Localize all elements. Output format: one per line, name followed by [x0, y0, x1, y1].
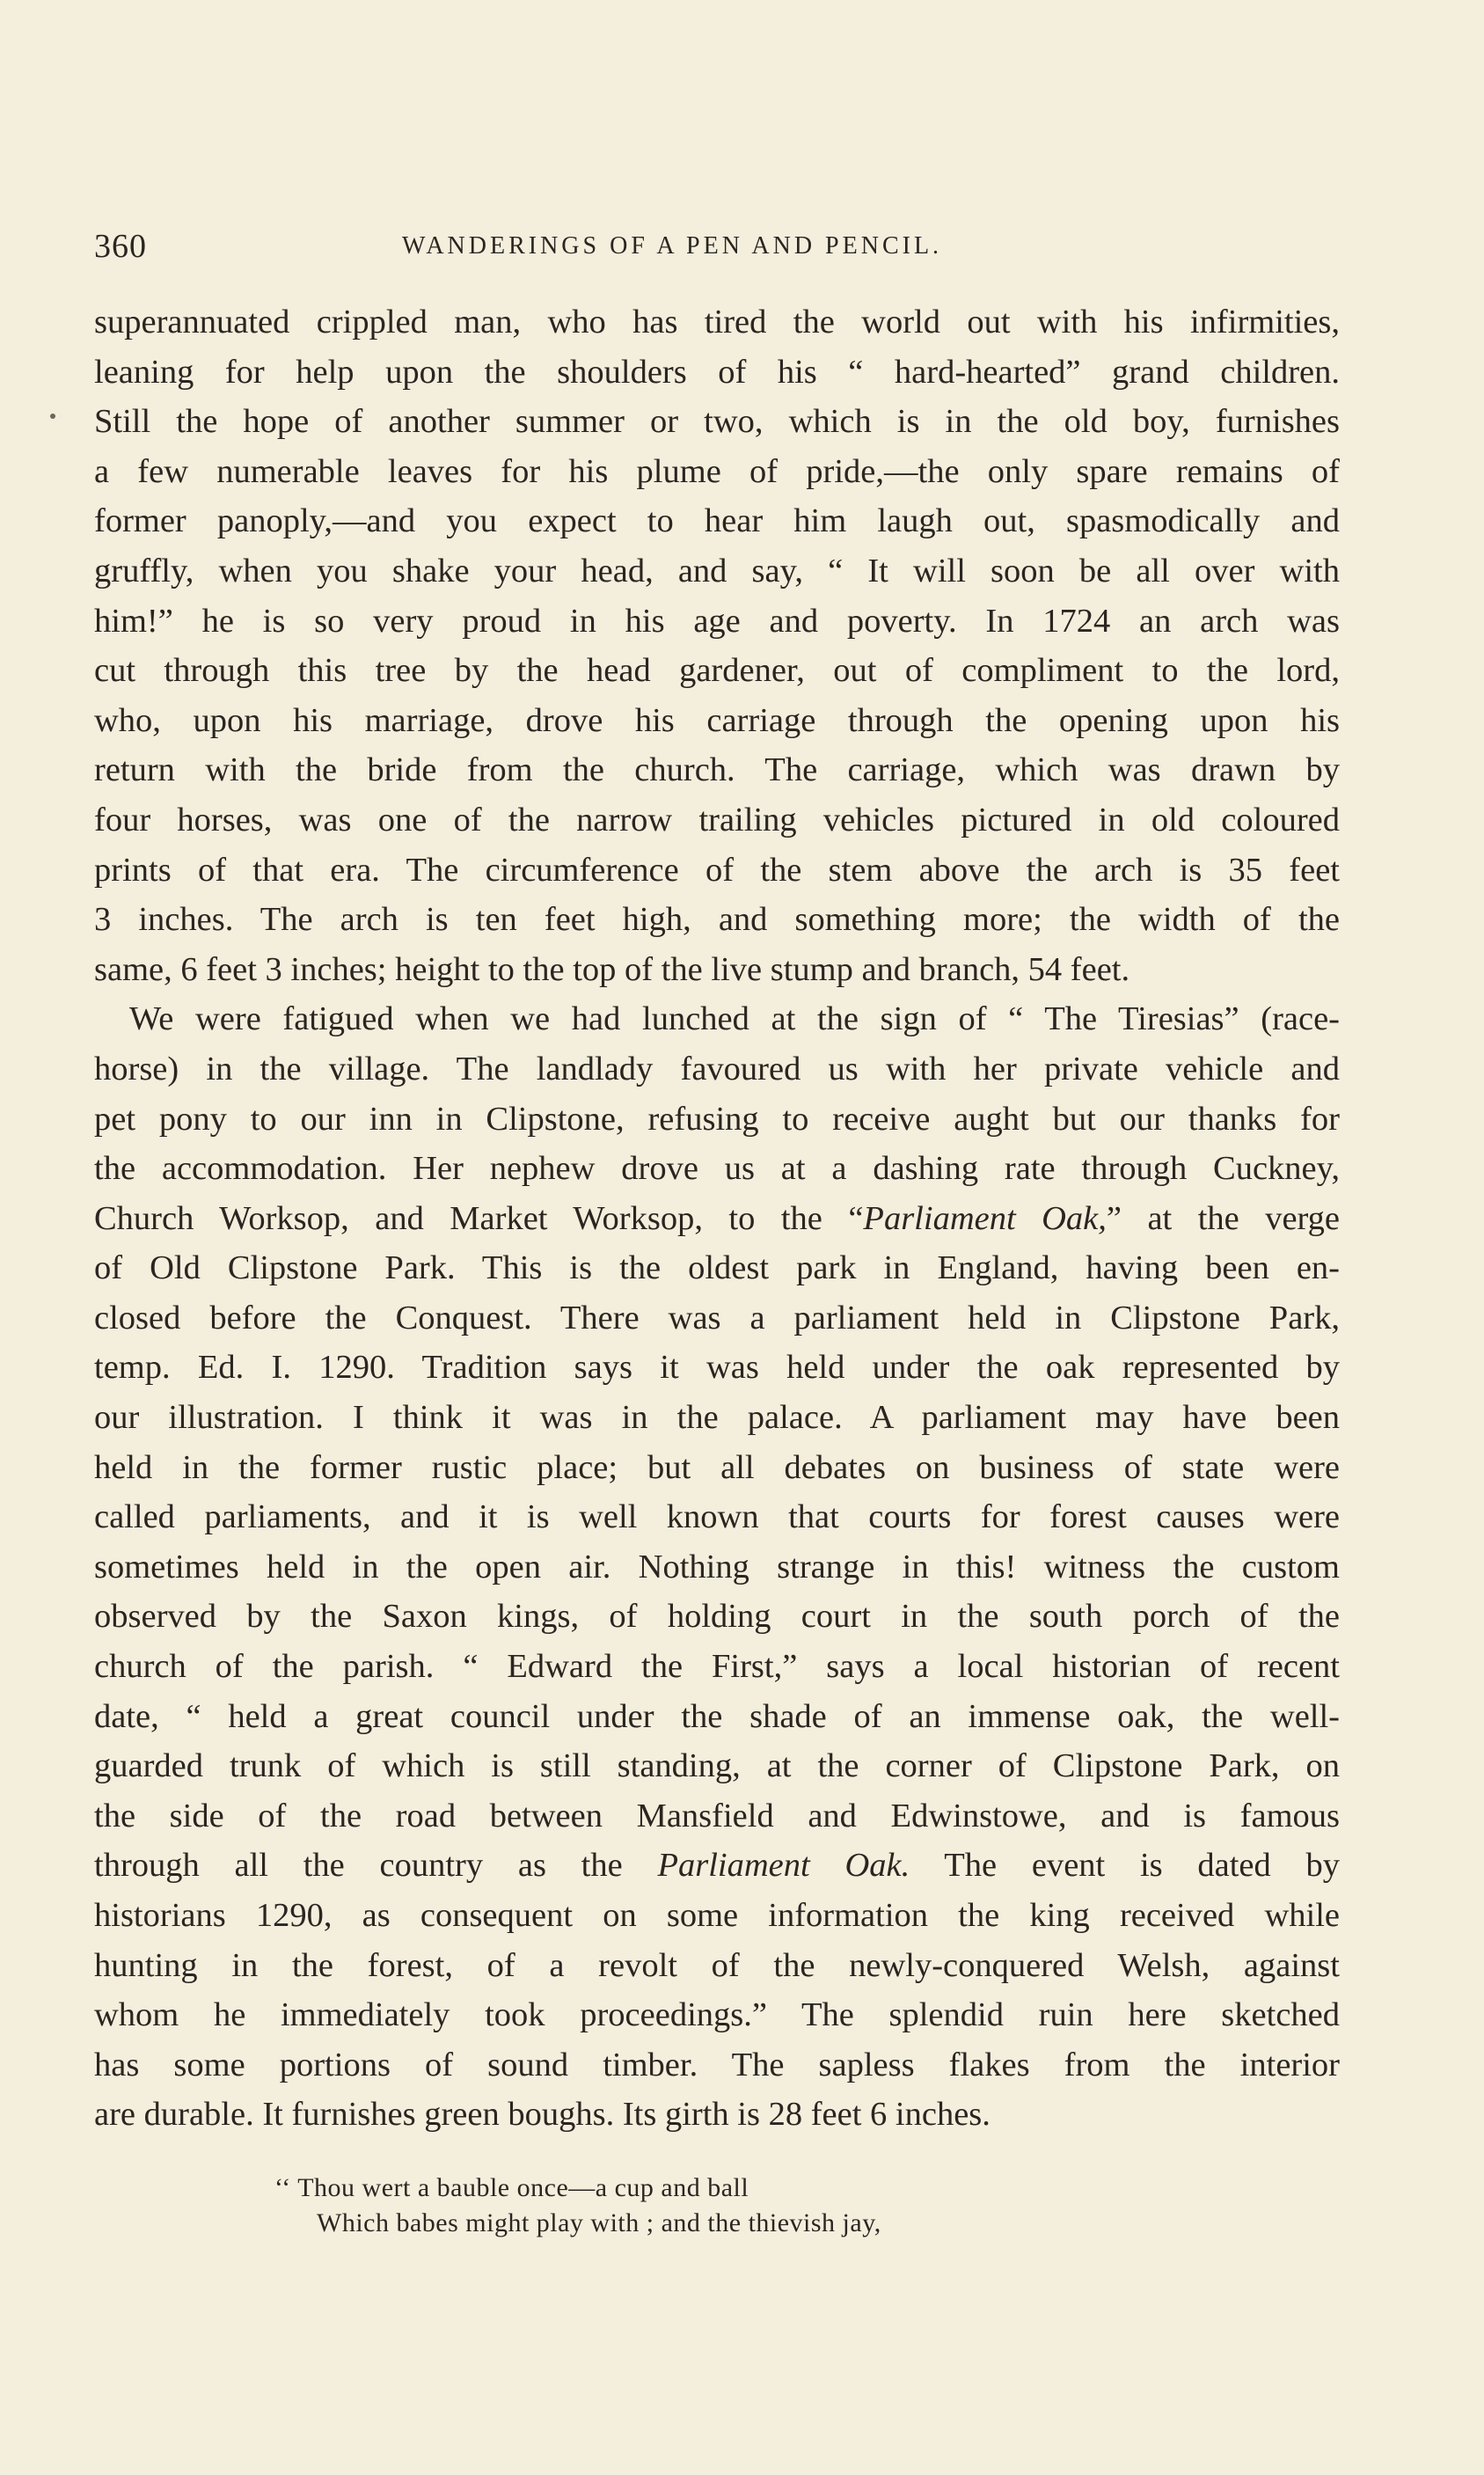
text-segment: through all the country as the	[94, 1847, 623, 1885]
text-segment: Church Worksop, and Market Worksop, to the “	[94, 1199, 864, 1237]
text-line: who, upon his marriage, drove his carriage through the opening upon his	[94, 701, 1340, 739]
text-line: leaning for help upon the shoulders of his “ hard-hearted” grand children.	[94, 353, 1340, 391]
text-line: historians 1290, as consequent on some information the king received while	[94, 1897, 1340, 1934]
verse-line: ‘‘ Thou wert a bauble once—a cup and ball	[274, 2173, 749, 2202]
text-line: pet pony to our inn in Clipstone, refusing to receive aught but our thanks for	[94, 1100, 1340, 1138]
italic-phrase: Parliament Oak,	[863, 1199, 1107, 1237]
running-title: WANDERINGS OF A PEN AND PENCIL.	[402, 232, 943, 260]
text-line: whom he immediately took proceedings.” The splendid ruin here sketched	[94, 1996, 1340, 2034]
text-line: hunting in the forest, of a revolt of the newly-conquered Welsh, against	[94, 1946, 1340, 1984]
text-line: are durable. It furnishes green boughs. Its girth is 28 feet 6 inches.	[94, 2096, 991, 2134]
text-line: has some portions of sound timber. The sapless flakes from the interior	[94, 2046, 1340, 2083]
text-line: guarded trunk of which is still standing, at the corner of Clipstone Park, on	[94, 1747, 1340, 1785]
text-line: a few numerable leaves for his plume of pride,—the only spare remains of	[94, 452, 1340, 490]
text-line: return with the bride from the church. The carriage, which was drawn by	[94, 751, 1340, 789]
text-line: superannuated crippled man, who has tired the world out with his infirmities,	[94, 304, 1340, 340]
text-line: the side of the road between Mansfield and Edwinstowe, and is famous	[94, 1797, 1340, 1834]
text-line: called parliaments, and it is well known that courts for forest causes were	[94, 1498, 1340, 1536]
text-line	[94, 1194, 1340, 1244]
text-line: former panoply,—and you expect to hear him laugh out, spasmodically and	[94, 502, 1340, 540]
text-line: our illustration. I think it was in the palace. A parliament may have been	[94, 1399, 1340, 1437]
text-line: cut through this tree by the head gardener, out of compliment to the lord,	[94, 652, 1340, 690]
text-line: same, 6 feet 3 inches; height to the top of the live stump and branch, 54 feet.	[94, 950, 1130, 988]
italic-phrase: Parliament Oak.	[657, 1847, 910, 1885]
text-line: of Old Clipstone Park. This is the oldest park in England, having been en-	[94, 1249, 1340, 1287]
text-line: 3 inches. The arch is ten feet high, and something more; the width of the	[94, 901, 1340, 939]
verse-quotation	[274, 2171, 881, 2241]
page-header	[94, 227, 1051, 271]
text-segment: ” at the verge	[1106, 1199, 1340, 1237]
text-line: held in the former rustic place; but all debates on business of state were	[94, 1448, 1340, 1486]
ink-speck-icon	[50, 414, 55, 419]
text-line: horse) in the village. The landlady favoured us with her private vehicle and	[94, 1050, 1340, 1087]
text-line: gruffly, when you shake your head, and say, “ It will soon be all over with	[94, 552, 1340, 589]
body-text	[94, 297, 1340, 2140]
text-segment: The event is dated by	[944, 1847, 1341, 1885]
text-line: church of the parish. “ Edward the First,” says a local historian of recent	[94, 1648, 1340, 1686]
text-line: We were fatigued when we had lunched at the sign of “ The Tiresias” (race-	[129, 1000, 1340, 1038]
page-number: 360	[94, 228, 147, 265]
text-line: observed by the Saxon kings, of holding court in the south porch of the	[94, 1598, 1340, 1636]
verse-line: Which babes might play with ; and the thievish jay,	[317, 2208, 881, 2237]
text-line: four horses, was one of the narrow trailing vehicles pictured in old coloured	[94, 801, 1340, 838]
text-line: the accommodation. Her nephew drove us at a dashing rate through Cuckney,	[94, 1150, 1340, 1188]
text-line: Still the hope of another summer or two, which is in the old boy, furnishes	[94, 403, 1340, 441]
text-line	[94, 1841, 1340, 1891]
text-line: temp. Ed. I. 1290. Tradition says it was held under the oak represented by	[94, 1349, 1340, 1387]
text-line: date, “ held a great council under the shade of an immense oak, the well-	[94, 1697, 1340, 1735]
text-line: closed before the Conquest. There was a parliament held in Clipstone Park,	[94, 1299, 1340, 1336]
text-line: him!” he is so very proud in his age and poverty. In 1724 an arch was	[94, 602, 1340, 640]
text-line: prints of that era. The circumference of the stem above the arch is 35 feet	[94, 851, 1340, 889]
text-line: sometimes held in the open air. Nothing strange in this! witness the custom	[94, 1548, 1340, 1585]
